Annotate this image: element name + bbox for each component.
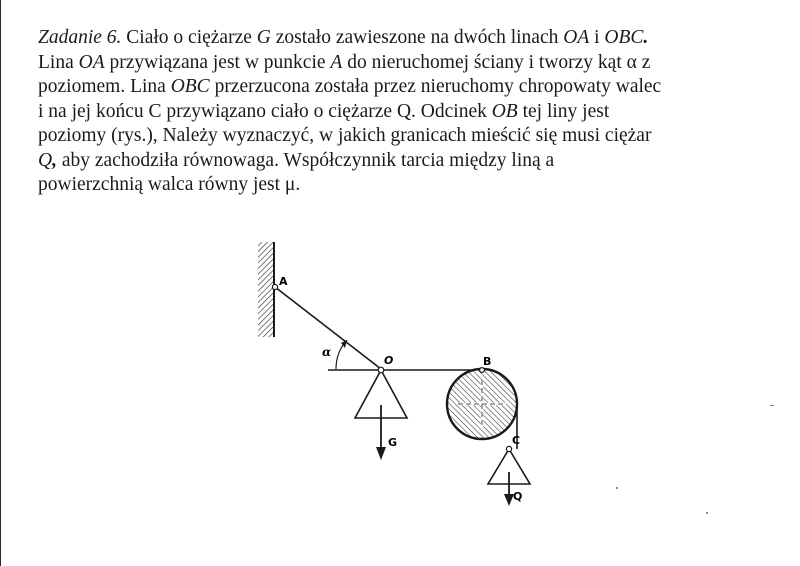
text-segment: Lina — [38, 51, 79, 73]
text-segment: OB — [491, 100, 518, 122]
force-g-arrowhead — [376, 447, 386, 460]
scan-speck — [616, 487, 618, 489]
text-segment: . — [643, 27, 649, 48]
label-g: G — [388, 436, 398, 449]
fixed-wall — [258, 242, 274, 337]
text-segment: OA — [563, 27, 590, 48]
label-q: Q — [513, 490, 523, 503]
text-segment: Zadanie 6. — [38, 27, 122, 48]
text-segment: Q — [38, 149, 53, 171]
text-segment: przywiązana jest w punkcie — [104, 51, 331, 73]
text-segment: tej liny jest — [517, 100, 610, 122]
text-segment: G — [256, 27, 271, 48]
text-segment: Ciało o ciężarze — [121, 27, 257, 48]
point-a — [272, 284, 277, 289]
label-b: B — [483, 355, 492, 368]
point-o — [378, 367, 384, 373]
scan-speck — [706, 512, 708, 514]
text-segment: , — [52, 149, 57, 171]
text-segment: powierzchnią walca równy jest μ. — [38, 174, 301, 195]
rough-cylinder — [447, 369, 517, 439]
text-segment: aby zachodziła równowaga. Współczynnik tarcia między liną a — [56, 149, 555, 171]
text-segment: do nieruchomej ściany i tworzy kąt α z — [342, 51, 651, 73]
label-c: C — [512, 434, 521, 447]
text-segment: OBC — [170, 76, 210, 97]
label-a: A — [279, 275, 288, 288]
text-segment: OA — [78, 51, 105, 73]
text-segment: A — [330, 51, 343, 73]
label-o: O — [384, 354, 394, 367]
label-alpha: α — [322, 345, 332, 359]
point-b — [480, 368, 485, 373]
text-segment: poziomy (rys.), Należy wyznaczyć, w jakich granicach mieścić się musi ciężar — [38, 125, 652, 146]
text-segment: i na jej końcu C przywiązano ciało o ciężarze Q. Odcinek — [38, 100, 492, 122]
text-segment: OBC — [604, 27, 644, 48]
text-segment: przerzucona została przez nieruchomy chropowaty walec — [209, 76, 662, 97]
text-segment: zostało zawieszone na dwóch linach — [270, 27, 564, 48]
text-segment: i — [589, 27, 605, 48]
point-c — [506, 446, 511, 451]
scan-speck — [770, 405, 774, 406]
text-segment: poziomem. Lina — [38, 76, 171, 97]
